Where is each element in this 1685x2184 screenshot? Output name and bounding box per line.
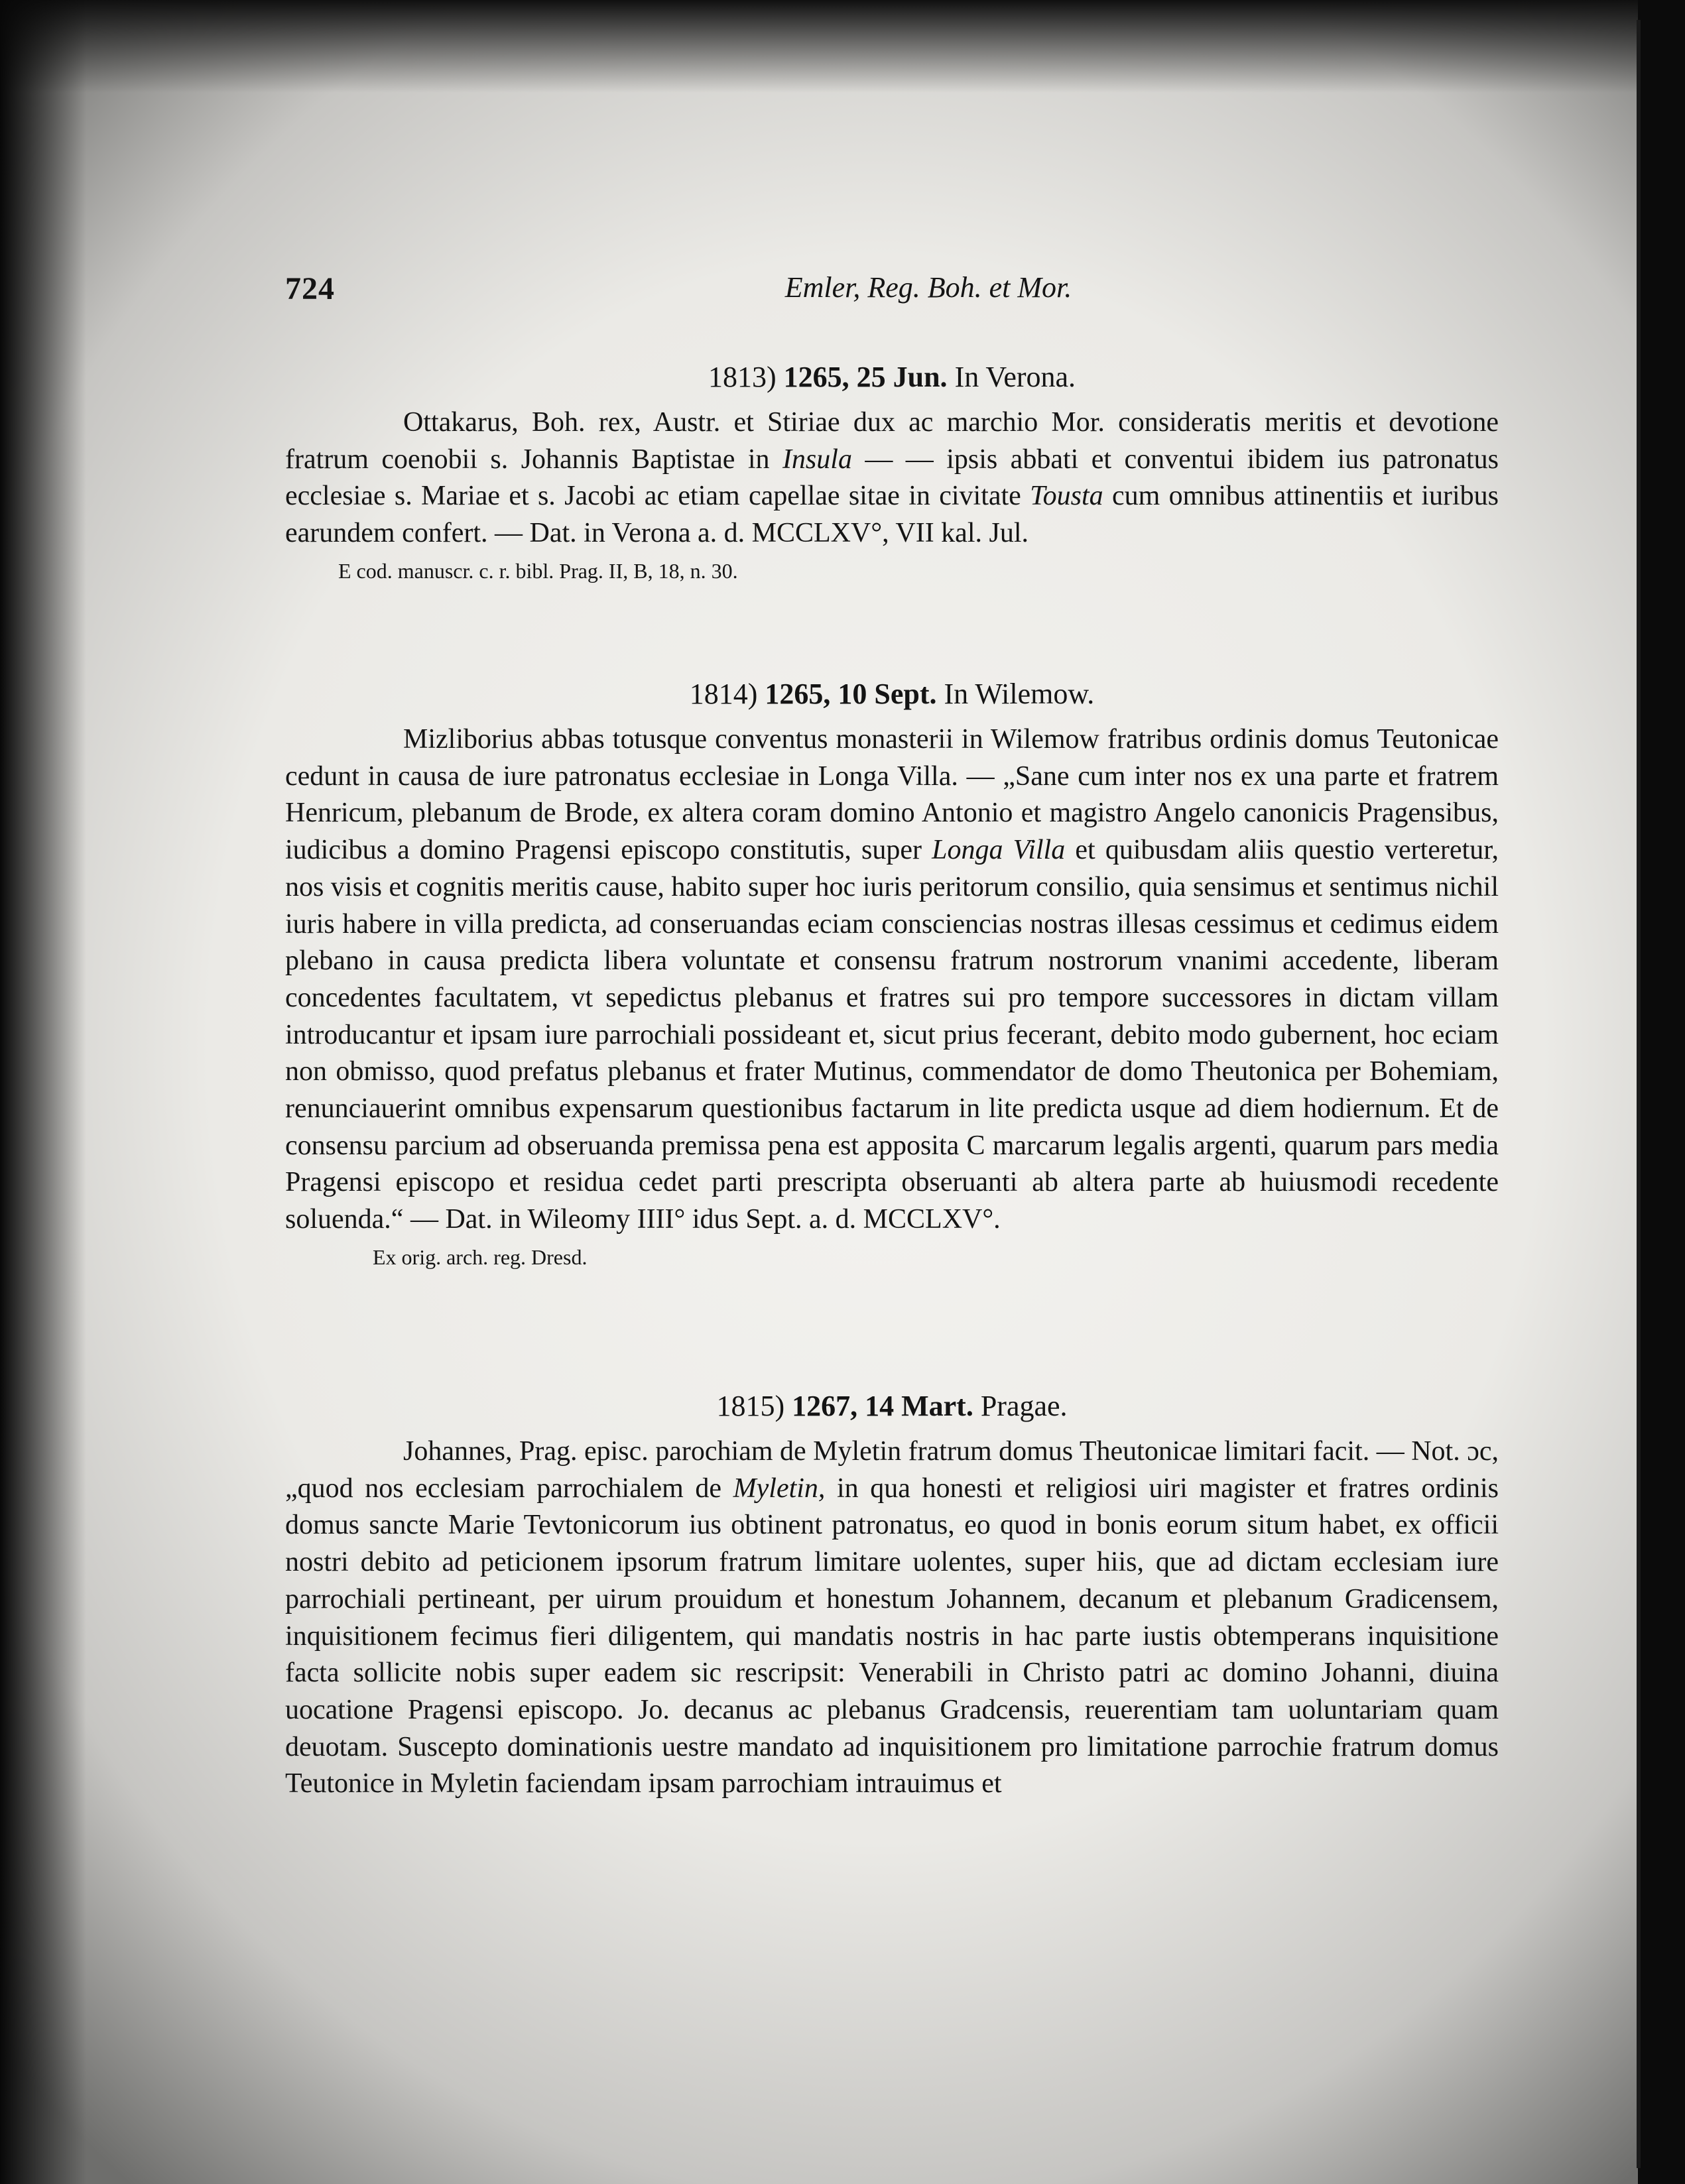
entry-heading bbox=[285, 675, 1499, 713]
entry-1814 bbox=[285, 675, 1499, 1272]
italic-text-run: Tousta bbox=[1030, 481, 1103, 512]
entry-number: 1814) bbox=[689, 678, 758, 710]
entry-place: Pragae. bbox=[980, 1390, 1068, 1422]
text-run: Johannes, Prag. episc. parochiam de Myletin fratrum domus Theutonicae limitari facit. — Not. ɔc, „quod nos ecclesiam parrochialem de bbox=[285, 1436, 1499, 1504]
entry-date: 1265, 10 Sept. bbox=[765, 678, 937, 710]
entry-date: 1265, 25 Jun. bbox=[783, 361, 948, 393]
entry-number: 1813) bbox=[708, 361, 777, 393]
running-head bbox=[285, 271, 1499, 317]
entry-text bbox=[285, 721, 1499, 1239]
text-run: in qua honesti et religiosi uiri magister et fratres ordinis domus sancte Marie Tevtonicorum ius obtinent patronatus, eo quod in bonis eorum situm habet, ex officii nostri debito ad peticionem ipsorum fratrum limitare uolentes, super hiis, que ad dictam ecclesiam iure parrochiali pertineant, per uirum prouidum et honestum Johannem, decanum et plebanum Gradicensem, inquisitionem fecimus fieri diligentem, qui mandatis nostris in hac parte iustis obtemperans inquisitione facta sollicite nobis super eadem sic rescripsit: Venerabili in Christo patri ac domino Johanni, diuina uocatione Pragensi episcopo. Jo. decanus ac plebanus Gradcensis, reuerentiam tam uoluntariam quam deuotam. Suscepto dominationis uestre mandato ad inquisitionem pro limitatione parrochie fratrum domus Teutonice in Myletin faciendam ipsam parrochiam intrauimus et bbox=[285, 1473, 1499, 1799]
text-run: et quibusdam aliis questio verteretur, nos visis et cognitis meritis cause, habito super hoc iuris peritorum consilio, quia sensimus et sentimus nichil iuris habere in villa predicta, ad conseruandas eciam consciencias nostras illesas cessimus et cedimus eidem plebano in causa predicta libera voluntate et consensu fratrum nostrorum vnanimi accedente, liberam concedentes facultatem, vt sepedictus plebanus et fratres sui pro tempore successores in dictam villam introducantur et ipsam iure parrochiali possideant et, sicut prius fecerant, debito modo gubernent, hoc eciam non obmisso, quod prefatus plebanus et frater Mutinus, commendator de domo Theutonica per Bohemiam, renunciauerint omnibus expensarum questionibus factarum in lite predicta usque ad diem hodiernum. Et de consensu parcium ad obseruanda premissa pena est apposita C marcarum legalis argenti, quarum pars media Pragensi episcopo et residua cedet parti prescripta obseruanti ab altera parte ab huiusmodi recedente soluenda.“ — Dat. in Wileomy IIII° idus Sept. a. d. MCCLXV°. bbox=[285, 835, 1499, 1235]
entry-date: 1267, 14 Mart. bbox=[792, 1390, 973, 1422]
entry-text bbox=[285, 404, 1499, 552]
text-run: Mizliborius abbas totusque conventus monasterii in Wilemow fratribus ordinis domus Teutonicae cedunt in causa de iure patronatus ecclesiae in Longa Villa. — „Sane cum inter nos ex una parte et fratrem Henricum, plebanum de Brode, ex altera coram domino Antonio et magistro Angelo canonicis Pragensibus, iudicibus a domino Pragensi episcopo constitutis, super bbox=[285, 724, 1499, 866]
entry-place: In Verona. bbox=[954, 361, 1076, 393]
entry-1813 bbox=[285, 358, 1499, 585]
text-run: cum omnibus attinentiis et iuribus earundem confert. — Dat. in Verona a. d. MCCLXV°, VII kal. Jul. bbox=[285, 481, 1499, 549]
entry-place: In Wilemow. bbox=[944, 678, 1095, 710]
italic-text-run: Longa Villa bbox=[932, 835, 1066, 866]
entry-heading bbox=[285, 1387, 1499, 1426]
page-number: 724 bbox=[285, 271, 335, 306]
entry-source: Ex orig. arch. reg. Dresd. bbox=[373, 1244, 588, 1269]
italic-text-run: Myletin, bbox=[733, 1473, 826, 1504]
running-title: Emler, Reg. Boh. et Mor. bbox=[784, 271, 1072, 304]
entry-number: 1815) bbox=[716, 1390, 785, 1422]
italic-text-run: Insula bbox=[782, 444, 852, 475]
entry-source: E cod. manuscr. c. r. bibl. Prag. II, B, 18, n. 30. bbox=[338, 558, 738, 583]
text-run: Ottakarus, Boh. rex, Austr. et Stiriae dux ac marchio Mor. consideratis meritis et devotione fratrum coenobii s. Johannis Baptistae in bbox=[285, 407, 1499, 475]
text-run: — — ipsis abbati et conventui ibidem ius patronatus ecclesiae s. Mariae et s. Jacobi ac etiam capellae sitae in civitate bbox=[285, 444, 1499, 512]
entry-text bbox=[285, 1433, 1499, 1803]
entry-heading bbox=[285, 358, 1499, 396]
entry-1815 bbox=[285, 1387, 1499, 1803]
